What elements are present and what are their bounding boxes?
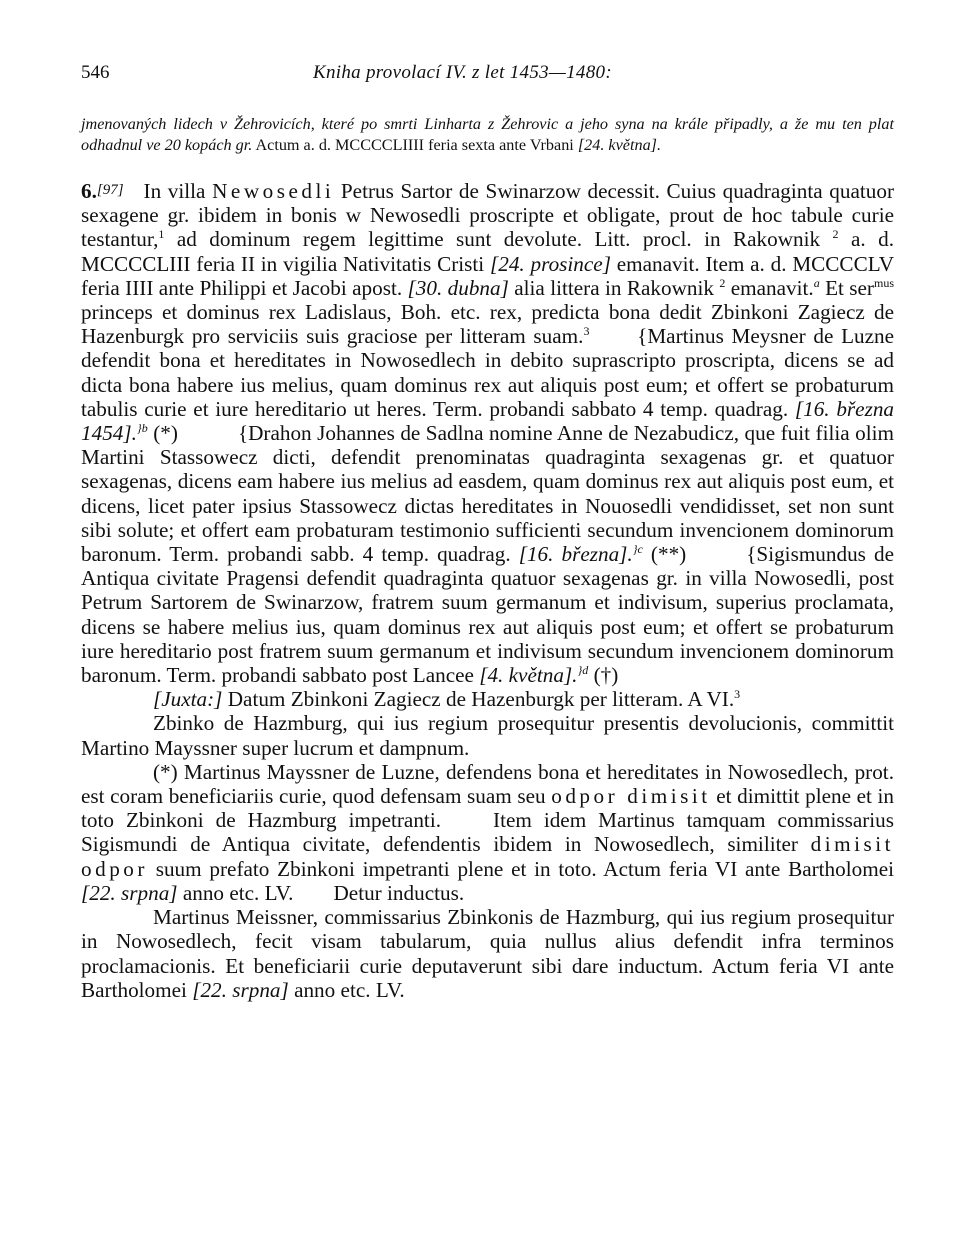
juxta-label: [Juxta:] [153,687,223,712]
entry-text: Et ser [819,275,874,300]
footnote-marker: 1 [158,227,165,242]
entry-text: (†) [588,663,619,688]
entry-number: 6. [81,179,97,203]
date-note: [24. prosince] [489,251,611,276]
note-paragraph [81,760,894,905]
intro-date: [24. května]. [577,136,662,154]
note-text: Item idem Martinus tamquam commissarius Sigismundi de Antiqua civitate, defendentis ibidem in Nowosedlech, similiter [81,808,895,857]
entry-text: {Drahon Johannes de Sadlna nomine Anne de Nezabudicz, que fuit filia olim Martini Stassowecz dicti, defendit prenominatas quadraginta sexagenas gr. et quatuor sexagenas, dicens eam habere ius melius ad easdem, quam dominus rex aut aliquis post eum, et dicens, licet pater ipsius Stassowecz dictas hereditates in Nouosedli vendidisset, set non sunt sibi solute; et offert eam probaturam testimonio sufficienti secundum invencionem dominorum baronum. Term. probandi sabb. 4 temp. quadrag. [81,421,894,567]
note-text: Detur inductus. [333,880,465,905]
note-text: suum prefato Zbinkoni impetranti plene et in toto. Actum feria VI ante Bartholomei [147,856,894,881]
entry-paragraph [81,178,894,687]
main-text [81,178,894,1002]
spaced-term: dimisit odpor [81,832,894,881]
date-note: [4. května]. [479,663,578,688]
entry-text: emanavit. [725,275,814,300]
date-note: [16. března 1454]. [81,396,895,446]
entry-text: ad dominum regem legittime sunt devolute. Litt. procl. in Rakownik [164,227,833,252]
footnote-marker: 2 [832,227,839,242]
juxta-paragraph [81,687,894,711]
entry-text: alia littera in Rakownik [508,275,720,300]
intro-paragraph [81,114,894,156]
intro-italic-text: jmenovaných lidech v Žehrovicích, které po smrti Linharta z Žehrovic a jeho syna na krále připadly, a že mu ten plat odhadnul ve 20 kopách gr. [81,115,894,154]
note-text: (*) Martinus Mayssner de Luzne, defendens bona et hereditates in Nowosedlech, prot. est coram beneficiariis curie, quod defensam suam seu [81,759,894,809]
note-text: anno etc. LV. [177,880,294,905]
intro-roman-text: Actum a. d. MCCCCLIIII feria sexta ante Vrbani [252,136,578,154]
final-text: Martinus Meissner, commissarius Zbinkonis de Hazmburg, qui ius regium prosequitur in Nowosedlech, fecit visam tabularum, quia nullus alius defendit infra terminos proclamacionis. Et beneficiarii curie deputaverunt sibi dare inductum. Actum feria VI ante Bartholomei [81,905,894,1002]
document-page [81,62,894,1002]
note-marker: }d [577,663,589,678]
note-marker: }c [632,542,643,557]
running-title: Kniha provolací IV. z let 1453—1480: [313,62,612,83]
final-text: anno etc. LV. [288,977,405,1002]
entry-text: (**) [642,542,687,567]
entry-text: {Martinus Meysner de Luzne defendit bona et hereditates in Nowosedlech in debito suprascripto proscripta, dicens se ad dicta bona habere ius melius, quam dominus rex aut aliquis post eum; et offert se probaturum tabulis curie et iure hereditario ut heres. Term. probandi sabbato 4 temp. quadrag. [81,324,895,421]
footnote-marker: 3 [583,324,590,339]
date-note: [30. dubna] [407,275,509,300]
commission-paragraph [81,711,894,759]
entry-text: In villa [143,179,213,203]
juxta-text: Datum Zbinkoni Zagiecz de Hazenburgk per litteram. A VI. [222,687,735,712]
superscript-abbrev: mus [873,275,894,290]
entry-text: (*) [147,421,178,446]
entry-text: a. d. MCCCCLIII feria II in vigilia Nativitatis Cristi [81,227,895,276]
note-marker: a [813,275,820,290]
spaced-place-name: Newosedli [212,179,335,203]
date-note: [22. srpna] [192,977,289,1002]
note-marker: }b [136,421,148,436]
page-number: 546 [81,62,110,83]
note-text: et dimittit plene et in toto Zbinkoni de Hazmburg impetranti. [81,784,895,833]
entry-text: emanavit. Item a. d. MCCCCLV feria IIII ante Philippi et Jacobi apost. [81,251,894,300]
entry-ref: [97] [96,182,124,198]
spaced-term: odpor dimisit [551,784,711,809]
footnote-marker: 3 [734,687,741,702]
entry-text: {Sigismundus de Antiqua civitate Pragensi defendit quadraginta quatuor sexagenas gr. in villa Nowosedli, post Petrum Sartorem de Swinarzow, fratrem suum germanum et indivisum, superius proclamata, dicens se habere melius ius, quam dominus rex aut aliquis post eum; et offert se probaturum iure hereditario post fratrem suum germanum et indivisum secundum invencionem dominorum baronum. Term. probandi sabbato post Lancee [81,542,894,688]
footnote-marker: 2 [719,275,726,290]
page-header [81,62,894,92]
entry-text: Petrus Sartor de Swinarzow decessit. Cuius quadraginta quatuor sexagene gr. ibidem in bonis w Newosedli proscripte et obligate, prout de hoc tabule curie testantur, [81,179,894,252]
date-note: [16. března]. [518,542,633,567]
date-note: [22. srpna] [81,880,178,905]
commission-text: Zbinko de Hazmburg, qui ius regium prosequitur presentis devolucionis, committit Martino Mayssner super lucrum et dampnum. [81,711,894,760]
final-paragraph [81,905,894,1002]
entry-text: princeps et dominus rex Ladislaus, Boh. etc. rex, predicta bona dedit Zbinkoni Zagiecz de Hazenburgk pro serviciis suis graciose per litteram suam. [81,300,894,349]
